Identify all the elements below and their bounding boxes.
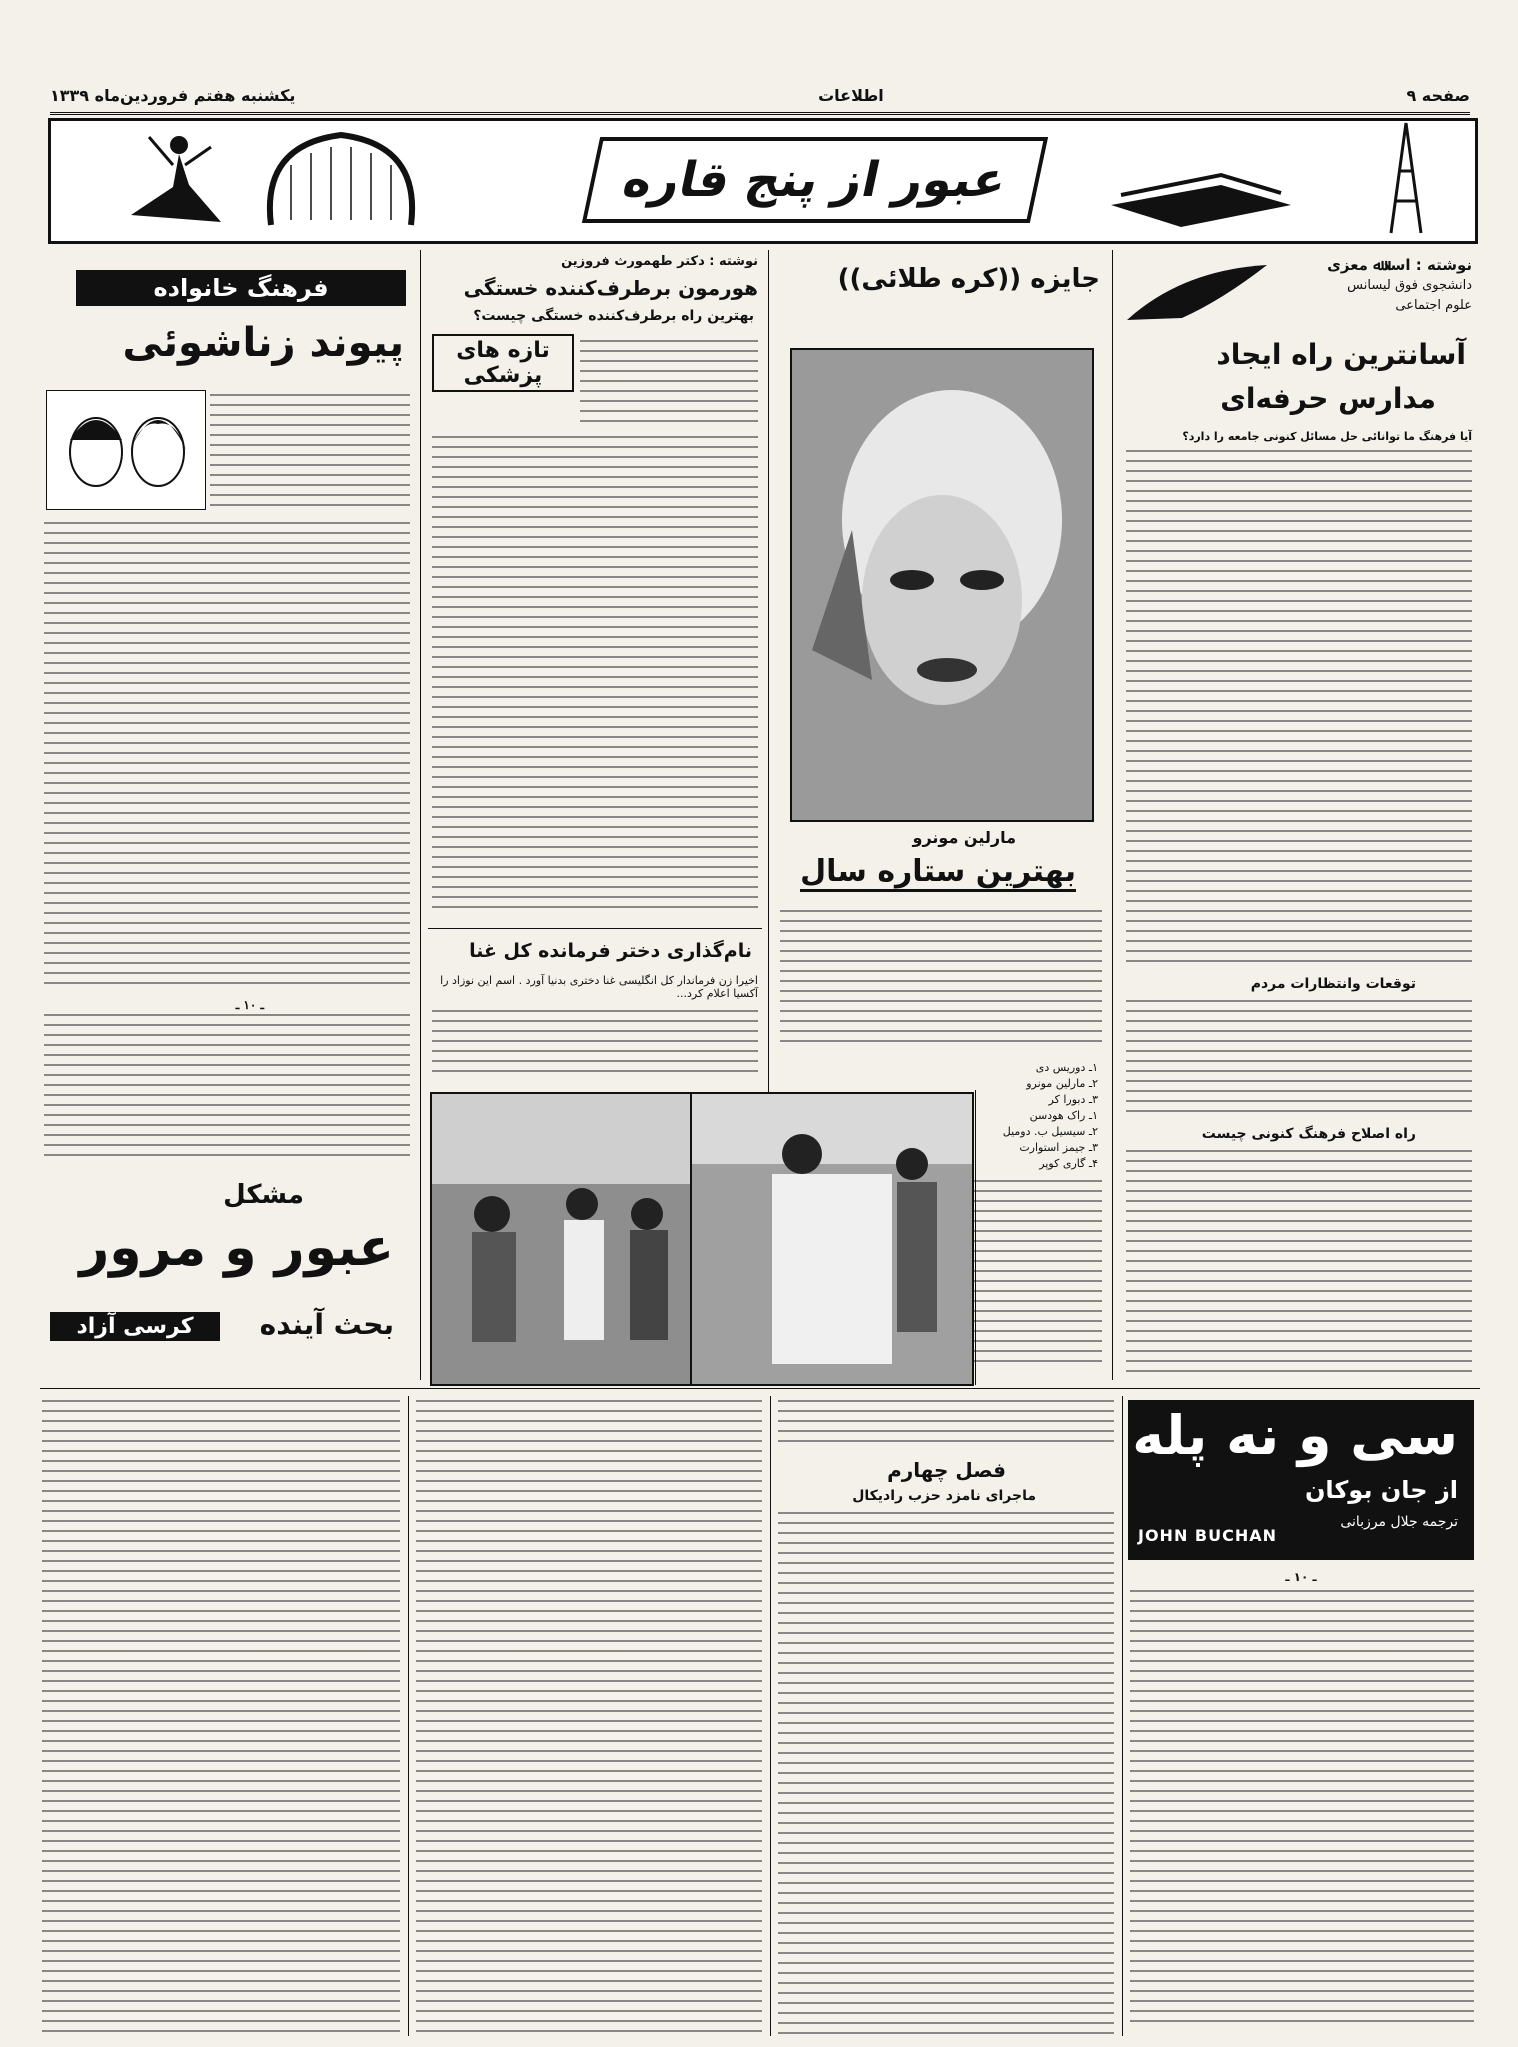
serial-author: از جان بوکان — [1304, 1476, 1458, 1504]
page-number: صفحه ۹ — [1406, 85, 1470, 105]
serial-continued-2 — [414, 1400, 764, 2040]
subheading-expectations: توقعات وانتظارات مردم — [1250, 976, 1416, 992]
article-title: نام‌گذاری دختر فرمانده کل غنا — [469, 940, 752, 962]
article-title-line1: آسانترین راه ایجاد — [1216, 338, 1466, 371]
bottom-subtitle: بحث آینده — [259, 1308, 394, 1341]
chapter-title: ماجرای نامزد حزب رادیکال — [852, 1488, 1036, 1504]
serial-body-text — [42, 1400, 400, 2034]
article-marriage — [40, 250, 414, 1380]
article-body-text — [1126, 450, 1472, 970]
paper-name: اطلاعات — [818, 85, 884, 105]
page-header — [50, 78, 1470, 115]
monroe-photo — [790, 348, 1094, 822]
serial-author-en: JOHN BUCHAN — [1138, 1526, 1277, 1545]
photo-caption-title: بهترین ستاره سال — [800, 854, 1076, 892]
article-title: پیوند زناشوئی — [122, 320, 404, 366]
list-item: ۳ـ جیمز استوارت — [1019, 1141, 1098, 1154]
serial-title-block — [1128, 1400, 1474, 1560]
article-vocational-schools — [1122, 250, 1476, 1380]
article-title: جایزه ((کره طلائی)) — [837, 264, 1100, 294]
subheading-reform: راه اصلاح فرهنگ کنونی چیست — [1201, 1126, 1416, 1142]
ceremony-photo-left — [430, 1092, 692, 1386]
banner-title: عبور از پنج قاره — [582, 137, 1048, 223]
column-rule — [1122, 1396, 1123, 2036]
couple-illustration — [46, 390, 206, 510]
author-field: علوم اجتماعی — [1395, 298, 1472, 313]
serial-body-text — [416, 1400, 762, 2034]
article-title-line2: مدارس حرفه‌ای — [1220, 382, 1436, 415]
article-body-text — [44, 1014, 410, 1164]
serial-body-text — [1130, 1590, 1474, 2030]
article-subtitle: بهترین راه برطرف‌کننده خستگی چیست؟ — [473, 308, 754, 324]
column-rule — [1112, 250, 1113, 1380]
serial-39-steps — [1128, 1400, 1476, 2040]
list-item: ۲ـ سیسیل ب. دومیل — [1002, 1125, 1098, 1138]
section-rule — [428, 928, 762, 929]
column-rule — [770, 1396, 771, 2036]
serial-body-text — [778, 1512, 1114, 2034]
article-body-text — [1126, 1000, 1472, 1120]
article-body-text — [44, 522, 410, 992]
article-lead: اخیرا زن فرماندار کل انگلیسی غنا دختری بدنیا آورد . اسم این نوزاد را آکسیا اعلام کرد... — [440, 974, 758, 1000]
tower-illustration — [1351, 121, 1461, 237]
serial-body-text — [778, 1400, 1114, 1450]
medical-news-stamp: تازه های پزشکی — [432, 334, 574, 392]
article-body-text — [210, 394, 410, 514]
article-title: هورمون برطرف‌کننده خستگی — [463, 276, 758, 300]
serial-continued-1 — [776, 1400, 1116, 2040]
open-forum-box: کرسی آزاد — [50, 1312, 220, 1341]
article-ghana-naming — [428, 934, 762, 1084]
article-body-text — [432, 1010, 758, 1080]
column-rule — [420, 250, 421, 1380]
section-rule — [40, 1388, 1480, 1389]
section-kicker: فرهنگ خانواده — [76, 270, 406, 306]
serial-translator: ترجمه جلال مرزبانی — [1340, 1514, 1458, 1530]
serial-title: سی و نه پله — [1132, 1404, 1458, 1467]
dancer-illustration — [61, 127, 251, 235]
section-separator: ـ ۱۰ ـ — [235, 998, 264, 1012]
article-body-text — [780, 910, 1102, 1050]
article-body-text — [580, 340, 758, 426]
harp-illustration — [251, 125, 431, 237]
bottom-kicker: مشکل — [223, 1180, 304, 1210]
list-item: ۲ـ مارلین مونرو — [1026, 1077, 1098, 1090]
article-lead: آیا فرهنگ ما توانائی حل مسائل کنونی جامعه را دارد؟ — [1182, 430, 1472, 443]
article-author: نوشته : دکتر طهمورث فروزین — [561, 254, 758, 269]
article-body-text — [1126, 1150, 1472, 1376]
chapter-heading: فصل چهارم — [887, 1458, 1006, 1482]
serial-part-number: ـ ۱۰ ـ — [1285, 1570, 1317, 1584]
ceremony-photo-right — [690, 1092, 974, 1386]
book-illustration — [1101, 135, 1301, 231]
article-fatigue-hormone — [428, 250, 762, 930]
author-degree: دانشجوی فوق لیسانس — [1347, 278, 1472, 293]
bottom-title: عبور و مرور — [79, 1218, 394, 1278]
photo-caption-name: مارلین مونرو — [912, 828, 1016, 847]
pen-ornament-icon — [1122, 260, 1272, 330]
list-item: ۱ـ راک هودسن — [1029, 1109, 1098, 1122]
column-rule — [408, 1396, 409, 2036]
list-item: ۴ـ گاری کوپر — [1039, 1157, 1098, 1170]
article-author: نوشته : اسدﷲ معزی — [1327, 256, 1472, 274]
column-rule — [975, 1090, 976, 1385]
section-banner — [48, 118, 1478, 244]
serial-continued-3 — [40, 1400, 402, 2040]
article-body-text — [432, 436, 758, 916]
issue-date: یکشنبه هفتم فروردین‌ماه ۱۳۳۹ — [50, 85, 296, 105]
list-item: ۳ـ دبورا کر — [1048, 1093, 1098, 1106]
list-item: ۱ـ دوریس دی — [1035, 1061, 1098, 1074]
